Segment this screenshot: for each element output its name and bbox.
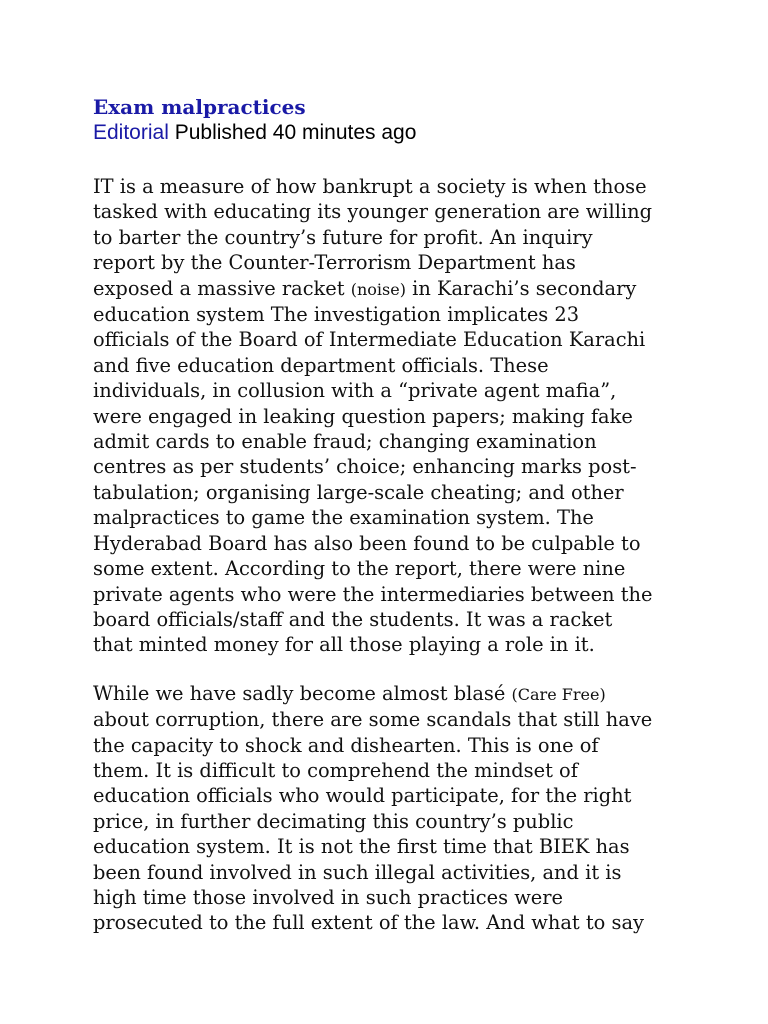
paragraph-line: individuals, in collusion with a “private agent mafia”, bbox=[93, 379, 617, 403]
paragraph-line: education system The investigation implicates 23 bbox=[93, 303, 580, 327]
gloss-annotation: (Care Free) bbox=[511, 684, 606, 704]
paragraph-line: prosecuted to the full extent of the law. And what to say bbox=[93, 911, 644, 935]
paragraph-line: to barter the country’s future for profit. An inquiry bbox=[93, 225, 593, 249]
paragraph-line: high time those involved in such practices were bbox=[93, 885, 564, 909]
paragraph-line: report by the Counter-Terrorism Department has bbox=[93, 251, 576, 275]
paragraph-line: education system. It is not the first time that BIEK has bbox=[93, 835, 630, 859]
paragraph-line-with-gloss bbox=[93, 681, 678, 707]
paragraph-line: IT is a measure of how bankrupt a society is when those bbox=[93, 175, 647, 198]
published-time: Published 40 minutes ago bbox=[174, 121, 417, 144]
paragraph-line: officials of the Board of Intermediate Education Karachi bbox=[93, 328, 646, 352]
article-byline bbox=[93, 120, 678, 146]
paragraph-line: Hyderabad Board has also been found to be culpable to bbox=[93, 531, 641, 555]
paragraph-line: admit cards to enable fraud; changing examination bbox=[93, 430, 597, 454]
paragraph-line: education officials who would participate, for the right bbox=[93, 784, 632, 808]
paragraph-line: were engaged in leaking question papers; making fake bbox=[93, 404, 633, 428]
paragraph-line: and five education department officials. These bbox=[93, 353, 549, 377]
gloss-annotation: (noise) bbox=[350, 279, 406, 299]
paragraph-line: the capacity to shock and dishearten. This is one of bbox=[93, 733, 599, 757]
line-text: exposed a massive racket bbox=[93, 276, 351, 300]
line-text: in Karachi’s secondary bbox=[405, 276, 637, 300]
paragraph-line: private agents who were the intermediaries between the bbox=[93, 582, 653, 606]
article bbox=[93, 94, 678, 936]
paragraph-1 bbox=[93, 174, 678, 658]
line-text: While we have sadly become almost blasé bbox=[93, 681, 512, 705]
paragraph-line: about corruption, there are some scandals that still have bbox=[93, 708, 653, 732]
paragraph-line: tabulation; organising large-scale cheating; and other bbox=[93, 480, 624, 504]
section-link[interactable]: Editorial bbox=[93, 121, 169, 144]
paragraph-line: malpractices to game the examination system. The bbox=[93, 506, 594, 530]
paragraph-line: been found involved in such illegal activities, and it is bbox=[93, 860, 622, 884]
paragraph-line: board officials/staff and the students. It was a racket bbox=[93, 607, 613, 631]
paragraph-line: centres as per students’ choice; enhancing marks post- bbox=[93, 455, 637, 479]
paragraph-line: tasked with educating its younger generation are willing bbox=[93, 200, 653, 224]
paragraph-line: some extent. According to the report, there were nine bbox=[93, 557, 626, 581]
article-title[interactable]: Exam malpractices bbox=[93, 95, 306, 119]
paragraph-line: price, in further decimating this country’s public bbox=[93, 809, 574, 833]
paragraph-2 bbox=[93, 681, 678, 936]
paragraph-line: that minted money for all those playing a role in it. bbox=[93, 633, 595, 657]
paragraph-line: them. It is difficult to comprehend the mindset of bbox=[93, 758, 578, 782]
paragraph-line-with-gloss bbox=[93, 276, 678, 302]
